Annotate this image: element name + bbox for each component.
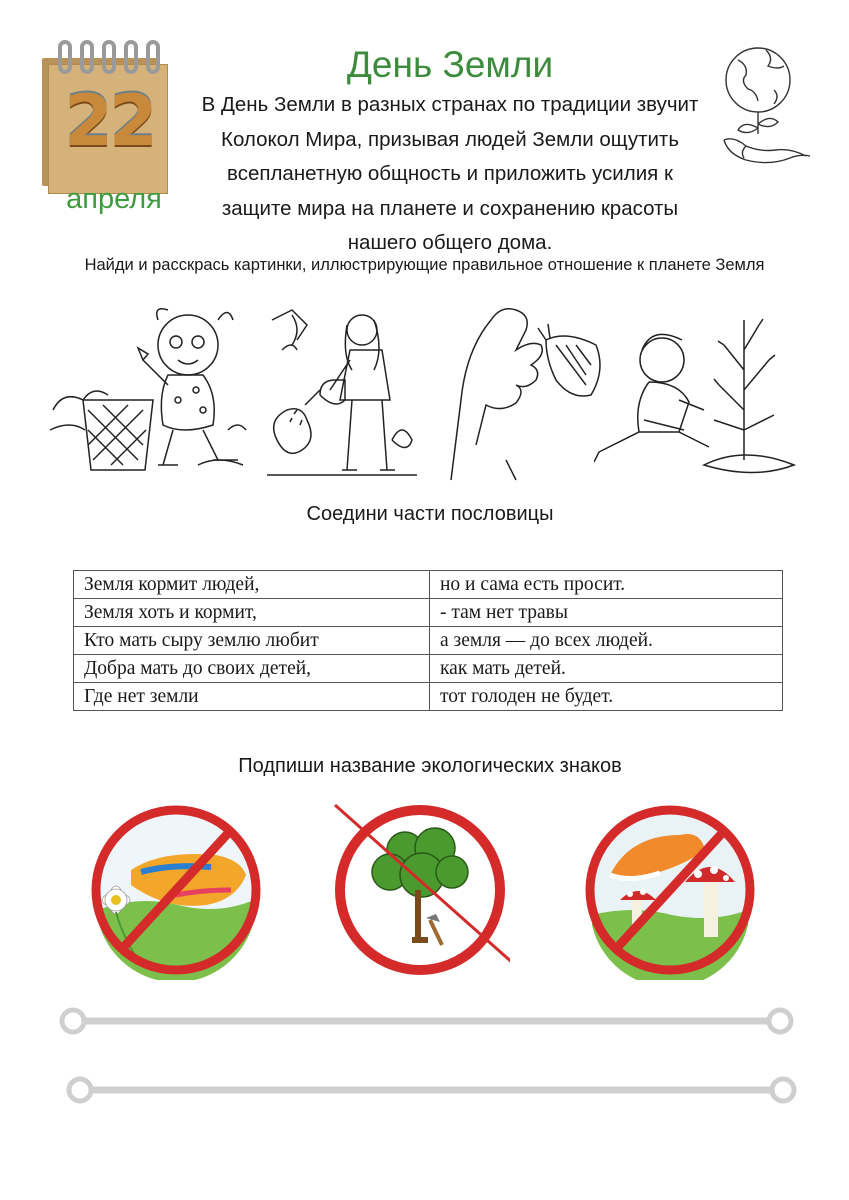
no-kicking-mushrooms-sign-icon: [580, 800, 760, 980]
hand-with-butterfly-picture: [446, 290, 606, 490]
proverb-end: а земля — до всех людей.: [430, 627, 783, 655]
proverb-end: - там нет травы: [430, 599, 783, 627]
proverb-start: Кто мать сыру землю любит: [74, 627, 430, 655]
table-row: [74, 655, 783, 683]
answer-line[interactable]: [58, 1075, 798, 1105]
proverb-table: [73, 570, 783, 711]
no-trampling-flowers-sign-icon: [86, 800, 266, 980]
girl-watering-flowers-picture: [262, 290, 422, 490]
calendar-month: апреля: [66, 183, 162, 215]
calendar-rings: [56, 40, 160, 80]
proverb-task-title: Соедини части пословицы: [306, 503, 554, 525]
table-row: [74, 571, 783, 599]
proverb-start: Добра мать до своих детей,: [74, 655, 430, 683]
earth-in-hands-icon: [718, 40, 814, 190]
intro-text: В День Земли в разных странах по традиции звучит Колокол Мира, призывая людей Земли ощутить всепланетную общность и приложить усилия к защите мира на планете и сохранению красоты нашего общего дома.: [201, 93, 699, 254]
page-title: День Земли: [346, 44, 554, 85]
girl-with-trash-bin-picture: [48, 290, 248, 490]
proverb-end: тот голоден не будет.: [430, 683, 783, 711]
calendar-day: 22: [64, 80, 154, 162]
proverb-start: Земля хоть и кормит,: [74, 599, 430, 627]
table-row: [74, 627, 783, 655]
table-row: [74, 599, 783, 627]
table-row: [74, 683, 783, 711]
proverb-start: Земля кормит людей,: [74, 571, 430, 599]
boy-planting-tree-picture: [594, 290, 799, 490]
no-cutting-trees-sign-icon: [330, 800, 510, 980]
proverb-end: но и сама есть просит.: [430, 571, 783, 599]
proverb-start: Где нет земли: [74, 683, 430, 711]
eco-signs-task-title: Подпиши название экологических знаков: [238, 755, 622, 777]
answer-line[interactable]: [58, 1006, 798, 1036]
instruction-find-pictures: Найди и расскрась картинки, иллюстрирующие правильное отношение к планете Земля: [84, 256, 765, 274]
calendar-icon: [42, 40, 170, 220]
proverb-end: как мать детей.: [430, 655, 783, 683]
